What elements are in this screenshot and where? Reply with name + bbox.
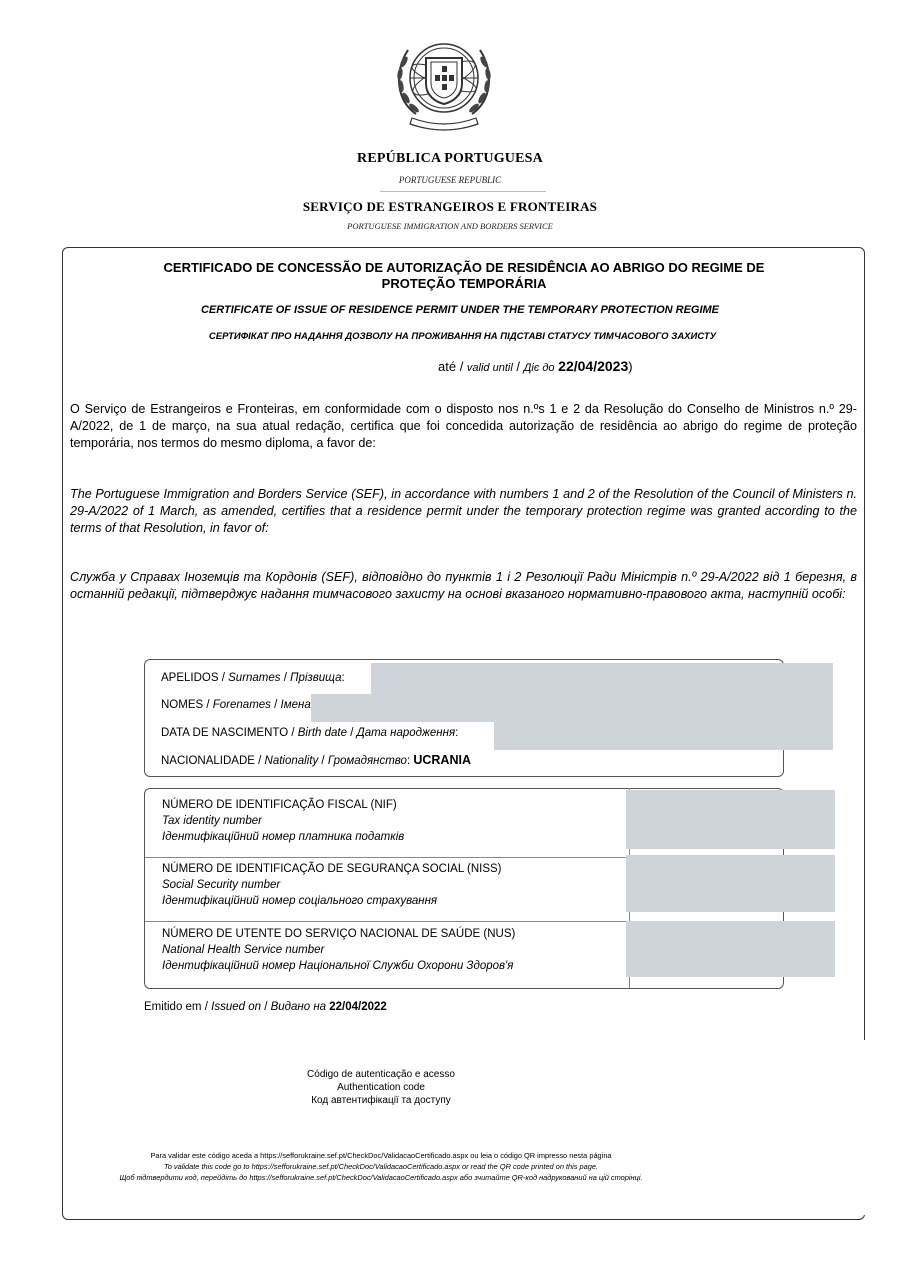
certificate-title-en: CERTIFICATE OF ISSUE OF RESIDENCE PERMIT UNDER THE TEMPORARY PROTECTION REGIME <box>200 304 720 316</box>
nationality-label-uk: Громадянство <box>327 755 407 767</box>
issued-date: 22/04/2022 <box>329 1001 387 1013</box>
niss-label-en: Social Security number <box>162 879 281 891</box>
nationality-label-en: Nationality <box>264 755 319 767</box>
header-service-title-en: PORTUGUESE IMMIGRATION AND BORDERS SERVICE <box>347 221 553 231</box>
auth-label-pt: Código de autenticação e acesso <box>307 1069 455 1080</box>
header-service-title: SERVIÇO DE ESTRANGEIROS E FRONTEIRAS <box>302 199 598 214</box>
issued-label-pt: Emitido em <box>144 1001 202 1013</box>
portugal-coat-of-arms-icon <box>386 22 502 134</box>
forenames-label-uk: Імена <box>280 699 311 711</box>
certificate-title-pt: CERTIFICADO DE CONCESSÃO DE AUTORIZAÇÃO DE RESIDÊNCIA AO ABRIGO DO REGIME DE PROTEÇÃO TEMPORÁRIA <box>163 260 765 291</box>
header-divider <box>380 191 546 192</box>
header-country-title: REPÚBLICA PORTUGUESA <box>357 151 543 166</box>
nif-label-pt: NÚMERO DE IDENTIFICAÇÃO FISCAL (NIF) <box>162 799 397 811</box>
niss-label-pt: NÚMERO DE IDENTIFICAÇÃO DE SEGURANÇA SOCIAL (NISS) <box>162 863 502 875</box>
frame-gap <box>862 1040 870 1215</box>
redaction-birth-date <box>494 718 833 750</box>
nif-label-en: Tax identity number <box>162 815 262 827</box>
auth-label-en: Authentication code <box>337 1082 425 1093</box>
paragraph-pt: O Serviço de Estrangeiros e Fronteiras, em conformidade com o disposto nos n.ºs 1 e 2 da Resolução do Conselho de Ministros n.º 29-A/2022, de 1 de março, na sua atual redação, certifica que foi concedida autorização de residência ao abrigo do regime de proteção temporária, nos termos do mesmo diploma, a favor de: <box>70 402 857 450</box>
footer-text-uk: Щоб підтвердити код, перейдіть до https://sefforukraine.sef.pt/CheckDoc/ValidacaoCertificado.aspx або зчитайте QR-код надрукований на цій сторінці. <box>119 1173 643 1182</box>
valid-until-pt: até <box>438 359 457 374</box>
redaction-nus <box>626 921 835 977</box>
forenames-label-en: Forenames <box>212 699 271 711</box>
niss-row <box>162 861 502 909</box>
header-country-title-en: PORTUGUESE REPUBLIC <box>398 175 502 185</box>
surnames-field: APELIDOS / Surnames / Прізвища: <box>161 672 345 684</box>
validity-line: até / valid until / Діє до 22/04/2023) <box>438 358 633 374</box>
valid-until-uk: Діє до <box>523 362 555 374</box>
niss-label-uk: Ідентифікаційний номер соціального страхування <box>162 895 438 907</box>
issued-on-line: Emitido em / Issued on / Видано на 22/04/2022 <box>144 1001 387 1013</box>
valid-until-en: valid until <box>466 362 513 374</box>
forenames-label-pt: NOMES <box>161 699 204 711</box>
nus-label-uk: Ідентифікаційний номер Національної Служби Охорони Здоров'я <box>162 960 514 972</box>
nus-label-en: National Health Service number <box>162 944 325 956</box>
issued-label-en: Issued on <box>211 1001 261 1013</box>
nationality-value: UCRANIA <box>413 753 471 767</box>
valid-close-paren: ) <box>628 359 633 374</box>
birth-date-field: DATA DE NASCIMENTO / Birth date / Дата народження: <box>161 727 459 739</box>
surnames-label-pt: APELIDOS <box>161 672 219 684</box>
validation-footer <box>96 1150 666 1183</box>
surnames-label-uk: Прізвища <box>290 672 342 684</box>
nus-row <box>162 926 515 974</box>
nationality-field: NACIONALIDADE / Nationality / Громадянство: UCRANIA <box>161 753 471 767</box>
redaction-niss <box>626 855 835 912</box>
surnames-label-en: Surnames <box>228 672 281 684</box>
redaction-nif <box>626 790 835 849</box>
redaction-surnames <box>371 663 833 698</box>
issued-label-uk: Видано на <box>270 1001 327 1013</box>
nationality-label-pt: NACIONALIDADE <box>161 755 255 767</box>
auth-label-uk: Код автентифікації та доступу <box>311 1095 451 1106</box>
birth-date-label-pt: DATA DE NASCIMENTO <box>161 727 289 739</box>
certificate-title-uk: СЕРТИФІКАТ ПРО НАДАННЯ ДОЗВОЛУ НА ПРОЖИВАННЯ НА ПІДСТАВІ СТАТУСУ ТИМЧАСОВОГО ЗАХИСТУ <box>208 331 717 342</box>
footer-text-pt: Para validar este código aceda a https://sefforukraine.sef.pt/CheckDoc/ValidacaoCertificado.aspx ou leia o código QR impresso nesta página <box>150 1151 612 1160</box>
nus-label-pt: NÚMERO DE UTENTE DO SERVIÇO NACIONAL DE SAÚDE (NUS) <box>162 928 516 940</box>
footer-text-en: To validate this code go to https://sefforukraine.sef.pt/CheckDoc/ValidacaoCertificado.aspx or read the QR code printed on this page. <box>163 1162 599 1171</box>
paragraph-uk: Служба у Справах Іноземців та Кордонів (SEF), відповідно до пунктів 1 і 2 Резолюції Ради Міністрів n.º 29-A/2022 від 1 березня, в останній редакції, підтверджує надання тимчасового захисту на основі вказаного нормативно-правового акта, наступній особі: <box>70 570 857 601</box>
nif-label-uk: Ідентифікаційний номер платника податків <box>162 831 405 843</box>
nif-row <box>162 797 404 845</box>
valid-until-date: 22/04/2023 <box>558 358 629 374</box>
authentication-code-block <box>280 1068 482 1107</box>
birth-date-label-uk: Дата народження <box>356 727 456 739</box>
forenames-field: NOMES / Forenames / Імена <box>161 699 311 711</box>
paragraph-en: The Portuguese Immigration and Borders Service (SEF), in accordance with numbers 1 and 2 of the Resolution of the Council of Ministers n. 29-A/2022 of 1 March, as amended, certifies that a residence permit under the temporary protection regime was granted according to the terms of that Resolution, in favor of: <box>70 487 857 535</box>
birth-date-label-en: Birth date <box>297 727 347 739</box>
